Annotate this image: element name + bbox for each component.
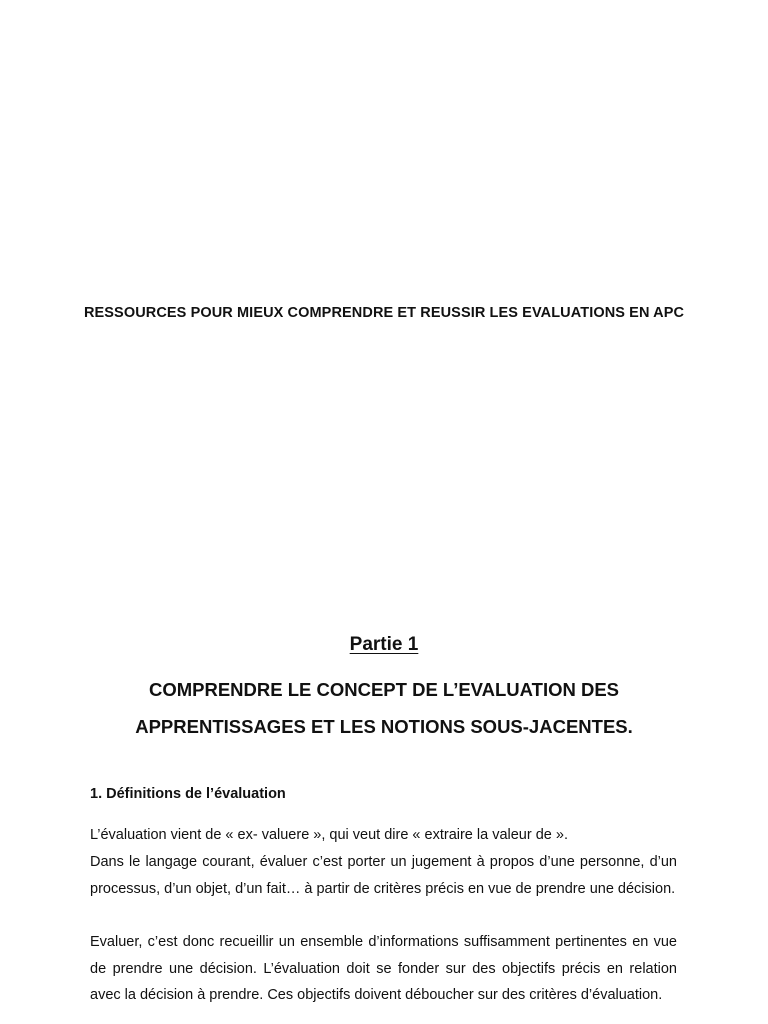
- paragraph: L’évaluation vient de « ex- valuere », qui veut dire « extraire la valeur de ».: [90, 827, 568, 843]
- part-label: Partie 1: [349, 634, 419, 655]
- section-heading: 1. Définitions de l’évaluation: [90, 786, 286, 802]
- document-title: RESSOURCES POUR MIEUX COMPRENDRE ET REUSSIR LES EVALUATIONS EN APC: [83, 305, 685, 321]
- part-heading-line-2: APPRENTISSAGES ET LES NOTIONS SOUS-JACENTES.: [135, 716, 633, 737]
- paragraph: Dans le langage courant, évaluer c’est porter un jugement à propos d’une personne, d’un processus, d’un objet, d’un fait… à partir de critères précis en vue de prendre une décision.: [90, 854, 677, 897]
- part-heading-line-1: COMPRENDRE LE CONCEPT DE L’EVALUATION DES: [148, 679, 620, 700]
- paragraph: Evaluer, c’est donc recueillir un ensemble d’informations suffisamment pertinentes en vue de prendre une décision. L’évaluation doit se fonder sur des objectifs précis en relation avec la décision à prendre. Ces objectifs doivent déboucher sur des critères d’évaluation.: [90, 934, 677, 1003]
- part-heading: [0, 681, 768, 737]
